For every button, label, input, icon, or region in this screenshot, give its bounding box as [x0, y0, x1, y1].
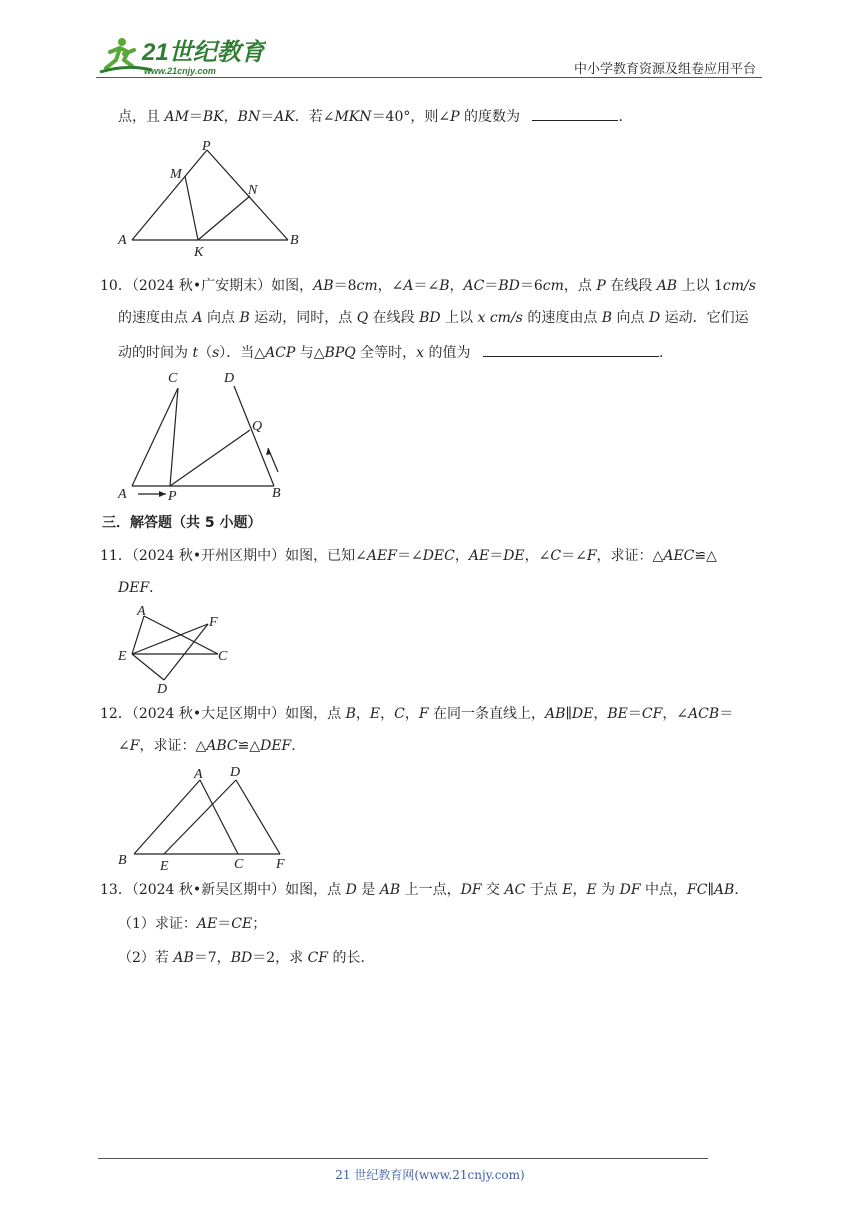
label-D: D: [230, 765, 241, 780]
q12-figure: [110, 762, 300, 874]
q9-figure: [110, 136, 310, 256]
q13-sub2: （2）若 AB＝7，BD＝2，求 CF 的长．: [118, 950, 375, 966]
q9-line1: 点，且 AM＝BK，BN＝AK．若∠MKN＝40°，则∠P 的度数为 ．: [118, 106, 632, 127]
label-E: E: [160, 859, 169, 874]
q9-answer-blank[interactable]: [532, 106, 618, 121]
label-B: B: [118, 853, 127, 868]
footer-divider: [98, 1158, 708, 1159]
q12-line2: ∠F，求证：△ABC≌△DEF．: [118, 738, 306, 754]
label-A: A: [118, 233, 127, 248]
label-F: F: [276, 857, 285, 872]
site-logo: [96, 34, 266, 78]
label-C: C: [218, 649, 228, 664]
label-A: A: [194, 767, 203, 782]
label-C: C: [168, 371, 178, 386]
footer-text[interactable]: 21 世纪教育网(www.21cnjy.com): [335, 1168, 525, 1182]
q13-line1: 13．（2024 秋•新吴区期中）如图，点 D 是 AB 上一点，DF 交 AC 于点 E，E 为 DF 中点，FC∥AB．: [100, 882, 749, 898]
q10-figure: [110, 366, 300, 502]
q10-line3: 动的时间为 t（s）．当△ACP 与△BPQ 全等时，x 的值为 ．: [118, 342, 673, 363]
label-D: D: [224, 371, 235, 386]
logo-url: www.21cnjy.com: [144, 66, 216, 76]
label-B: B: [290, 233, 299, 248]
logo-text: 21世纪教育: [142, 39, 265, 66]
label-K: K: [194, 245, 204, 256]
q11-line2: DEF．: [118, 580, 164, 596]
q10-answer-blank[interactable]: [483, 342, 659, 357]
header-platform-text: 中小学教育资源及组卷应用平台: [573, 62, 756, 77]
label-D: D: [157, 682, 168, 696]
label-F: F: [209, 615, 218, 630]
label-N: N: [248, 183, 258, 198]
q12-line1: 12．（2024 秋•大足区期中）如图，点 B，E，C，F 在同一条直线上，AB∥DE，BE＝CF，∠ACB＝: [100, 706, 734, 722]
q13-sub1: （1）求证：AE＝CE；: [118, 916, 267, 932]
label-C: C: [234, 857, 244, 872]
label-B: B: [272, 486, 281, 501]
label-P: P: [202, 139, 211, 154]
label-A: A: [137, 604, 146, 619]
label-E: E: [118, 649, 127, 664]
label-M: M: [170, 167, 182, 182]
q10-line2: 的速度由点 A 向点 B 运动，同时，点 Q 在线段 BD 上以 x cm/s 的速度由点 B 向点 D 运动．它们运: [118, 310, 749, 326]
q11-figure: [112, 600, 242, 696]
label-A: A: [118, 487, 127, 502]
header-divider: [96, 77, 762, 78]
q11-line1: 11．（2024 秋•开州区期中）如图，已知∠AEF＝∠DEC，AE＝DE，∠C＝∠F，求证：△AEC≌△: [100, 548, 717, 564]
label-Q: Q: [252, 419, 263, 434]
label-P: P: [168, 489, 177, 502]
section-title: 三．解答题（共 5 小题）: [102, 515, 262, 531]
q10-line1: 10．（2024 秋•广安期末）如图，AB＝8cm，∠A＝∠B，AC＝BD＝6cm，点 P 在线段 AB 上以 1cm/s: [100, 278, 756, 294]
